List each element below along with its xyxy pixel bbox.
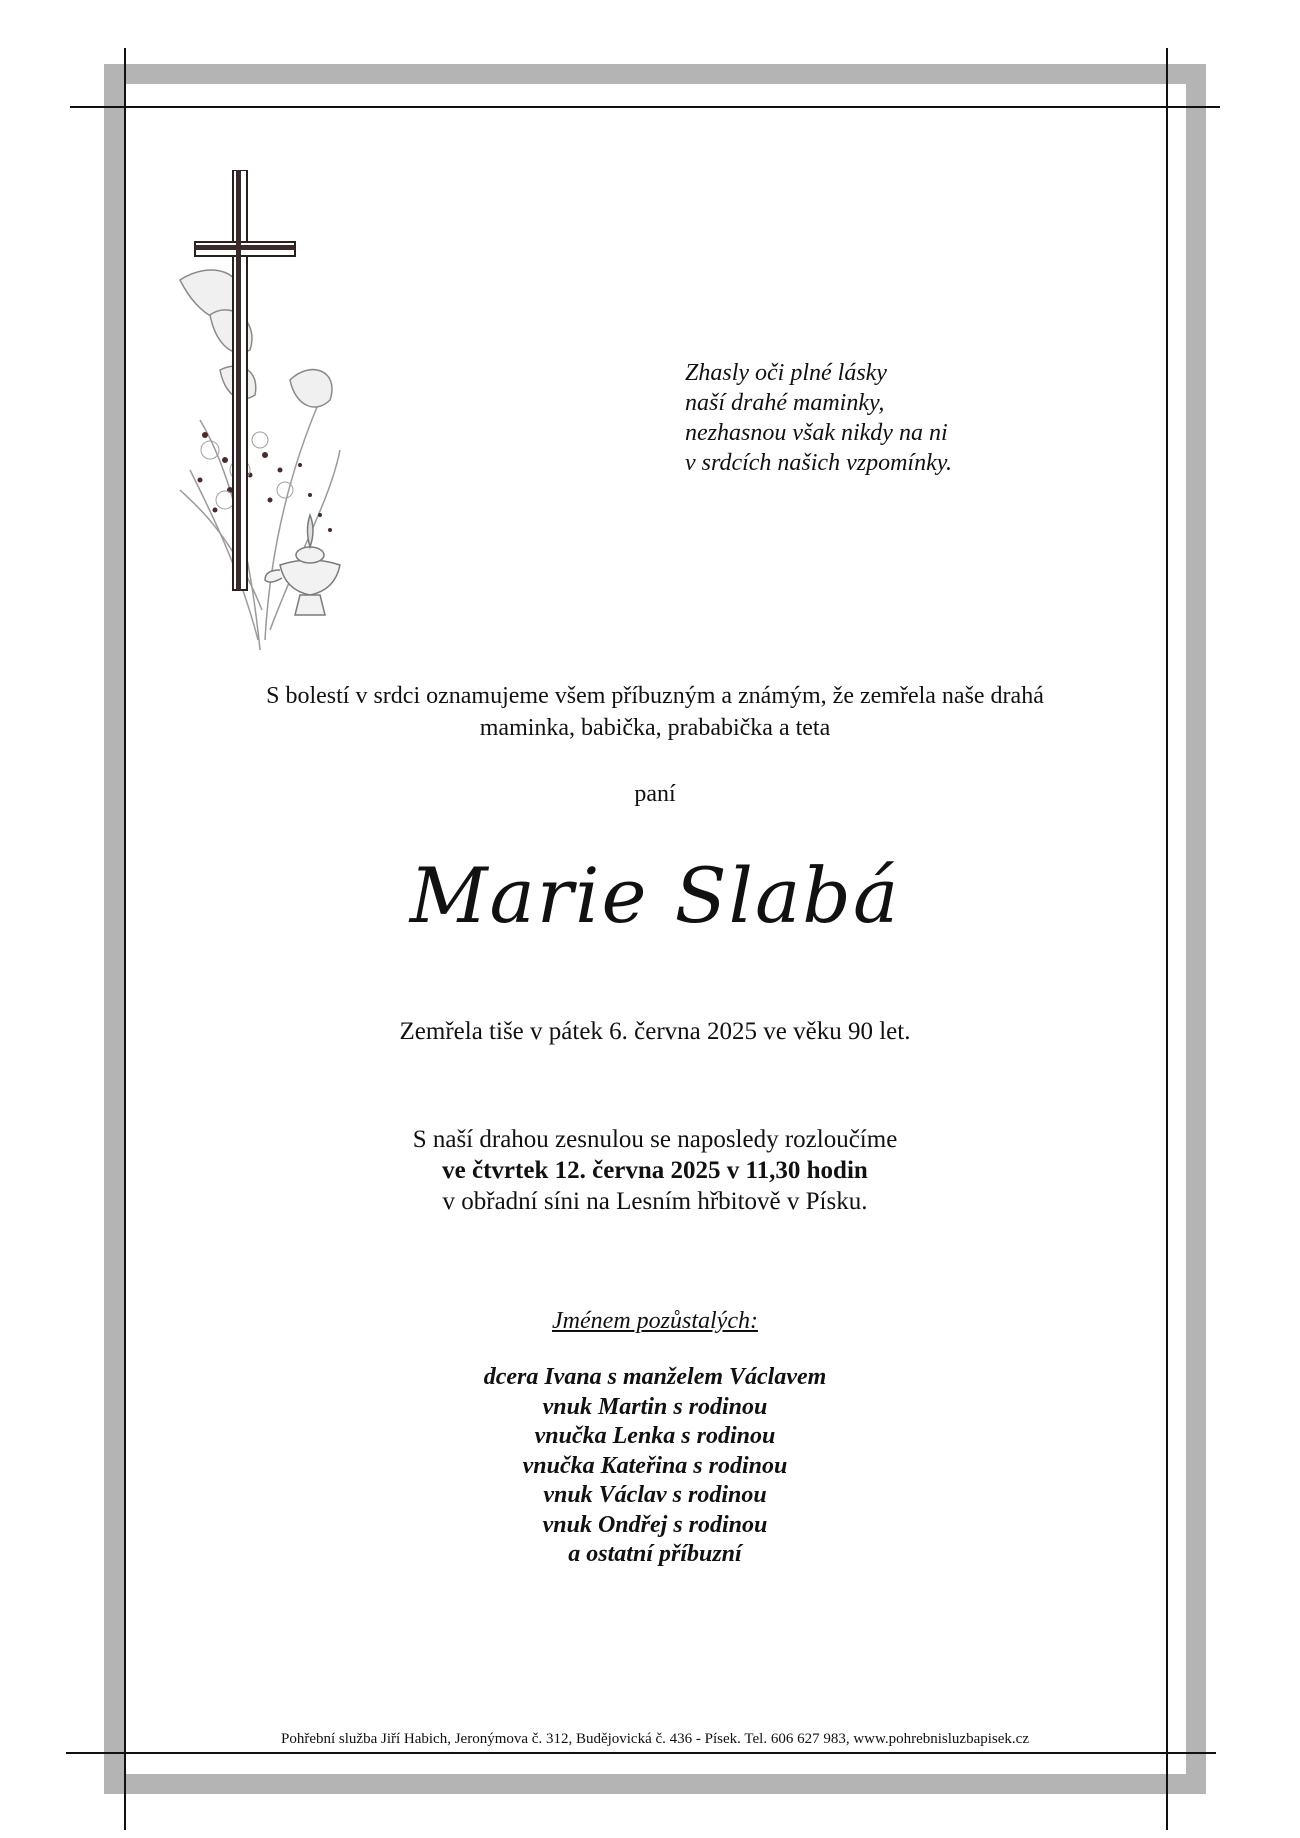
poem-line: nezhasnou však nikdy na ni <box>685 420 948 446</box>
farewell-line: S naší drahou zesnulou se naposledy rozloučíme <box>412 1126 898 1153</box>
cross-with-lilies-and-lamp-icon <box>170 170 420 670</box>
mourner-item: vnučka Kateřina s rodinou <box>522 1452 788 1479</box>
announcement-line: S bolestí v srdci oznamujeme všem příbuzným a známým, že zemřela naše drahá <box>266 683 1044 709</box>
announcement-line: maminka, babička, prababička a teta <box>479 715 831 741</box>
mourner-item: a ostatní příbuzní <box>568 1541 742 1567</box>
deceased-name: Marie Slabá <box>409 851 901 940</box>
memorial-poem <box>685 358 1005 478</box>
mourner-item: vnuk Ondřej s rodinou <box>542 1511 768 1538</box>
behalf-heading <box>124 1306 1186 1336</box>
announcement <box>124 680 1186 744</box>
farewell-info <box>124 1124 1186 1217</box>
mourners-list <box>124 1363 1186 1570</box>
mourner-item: dcera Ivana s manželem Václavem <box>483 1364 827 1390</box>
mourner-item: vnučka Lenka s rodinou <box>534 1423 776 1449</box>
poem-line: v srdcích našich vzpomínky. <box>685 450 953 476</box>
title-word: paní <box>634 781 676 807</box>
poem-line: Zhasly oči plné lásky <box>685 360 887 386</box>
top-rule <box>70 106 1220 108</box>
farewell-location: v obřadní síni na Lesním hřbitově v Písku. <box>442 1188 868 1215</box>
behalf-heading-text: Jménem pozůstalých: <box>552 1308 758 1334</box>
mourner-item: vnuk Václav s rodinou <box>543 1482 767 1508</box>
poem-line: naší drahé maminky, <box>685 390 885 416</box>
bottom-rule <box>66 1752 1216 1754</box>
death-notice: Zemřela tiše v pátek 6. června 2025 ve věku 90 let. <box>399 1018 911 1045</box>
farewell-date: ve čtvrtek 12. června 2025 v 11,30 hodin <box>442 1157 868 1184</box>
mourner-item: vnuk Martin s rodinou <box>542 1393 768 1420</box>
funeral-service-footer: Pohřební služba Jiří Habich, Jeronýmova č. 312, Budějovická č. 436 - Písek. Tel. 606 627 983, www.pohrebnisluzbapisek.cz <box>281 1731 1029 1747</box>
